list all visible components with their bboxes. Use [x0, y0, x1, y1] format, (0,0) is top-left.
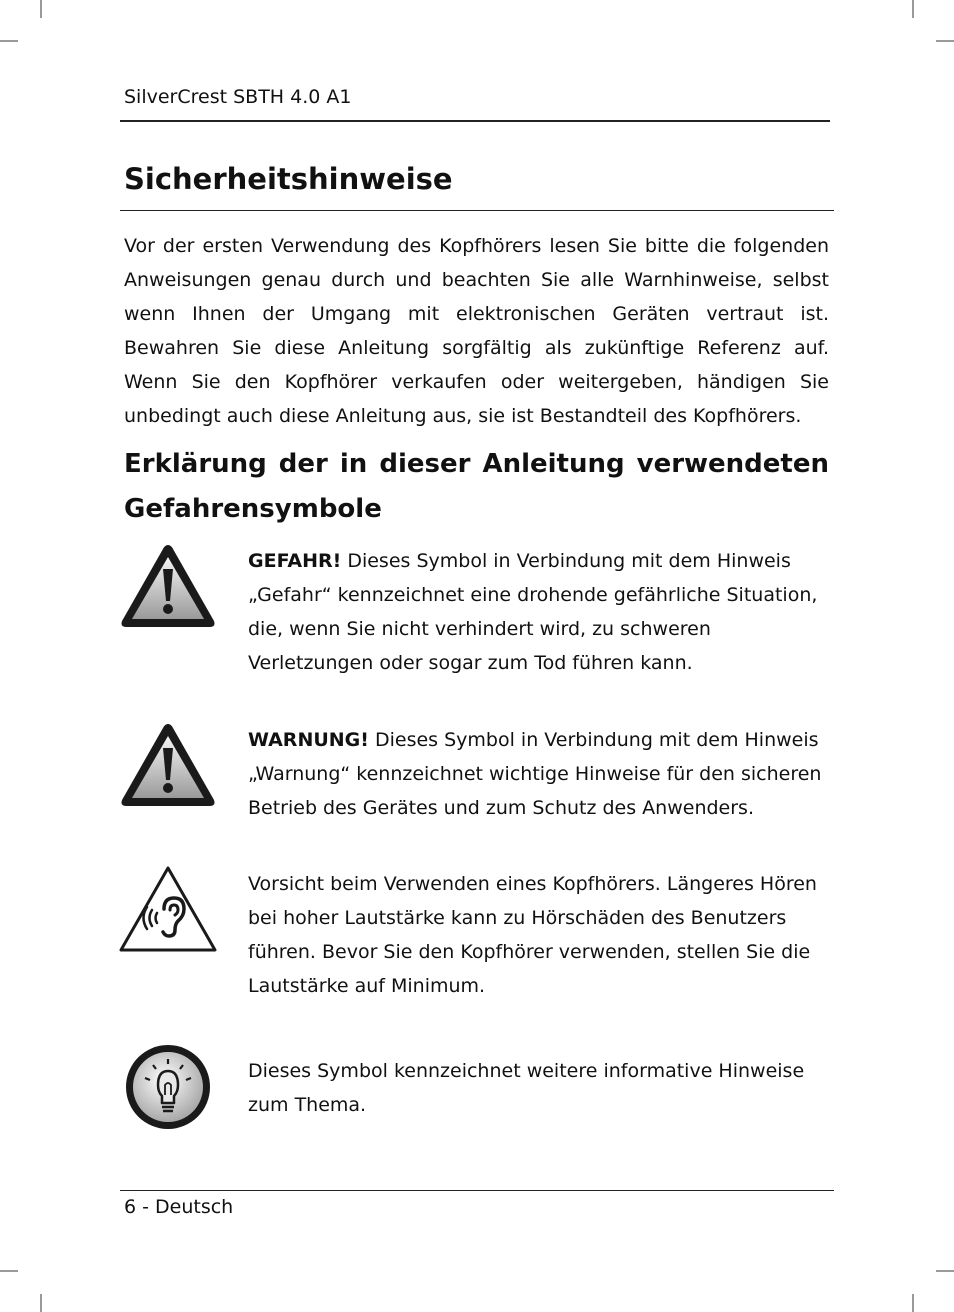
crop-mark [40, 0, 42, 18]
footer-rule [120, 1190, 834, 1191]
crop-mark [936, 40, 954, 42]
page-number: 6 - Deutsch [124, 1196, 234, 1218]
page-title: Sicherheitshinweise [124, 162, 453, 196]
page-header: SilverCrest SBTH 4.0 A1 [124, 86, 352, 108]
title-rule [120, 210, 834, 211]
intro-paragraph: Vor der ersten Verwendung des Kopfhörers lesen Sie bitte die folgenden Anweisungen genau durch und beachten Sie alle Warnhinweise, selbst wenn Ihnen der Umgang mit elektronischen Geräten vertraut ist. Bewahren Sie diese Anleitung sorgfältig als zukünftige Referenz auf. Wenn Sie den Kopfhörer verkaufen oder weitergeben, händigen Sie unbedingt auch diese Anleitung aus, sie ist Bestandteil des Kopfhörers. [124, 235, 829, 427]
hearing-damage-icon [118, 865, 218, 955]
warning-text: Dieses Symbol in Verbindung mit dem Hinweis „Warnung“ kennzeichnet wichtige Hinweise für den sicheren Betrieb des Gerätes und zum Schutz des Anwenders. [248, 729, 822, 819]
danger-triangle-icon [118, 541, 218, 631]
crop-mark [40, 1294, 42, 1312]
info-description: Dieses Symbol kennzeichnet weitere informative Hinweise zum Thema. [248, 1060, 805, 1116]
danger-label: GEFAHR! [248, 550, 342, 572]
warning-triangle-icon [118, 720, 218, 810]
header-rule [120, 120, 830, 122]
crop-mark [0, 40, 18, 42]
warning-label: WARNUNG! [248, 729, 369, 751]
crop-mark [0, 1270, 18, 1272]
danger-description [248, 544, 833, 680]
section-heading: Erklärung der in dieser Anleitung verwendeten Gefahrensymbole [124, 449, 829, 524]
hearing-description: Vorsicht beim Verwenden eines Kopfhörers. Längeres Hören bei hoher Lautstärke kann zu Hörschäden des Benutzers führen. Bevor Sie den Kopfhörer verwenden, stellen Sie die Lautstärke auf Minimum. [248, 873, 817, 997]
crop-mark [936, 1270, 954, 1272]
lightbulb-icon [118, 1043, 218, 1133]
warning-description [248, 723, 833, 825]
crop-mark [912, 1294, 914, 1312]
danger-text: Dieses Symbol in Verbindung mit dem Hinweis „Gefahr“ kennzeichnet eine drohende gefährliche Situation, die, wenn Sie nicht verhindert wird, zu schweren Verletzungen oder sogar zum Tod führen kann. [248, 550, 818, 674]
crop-mark [912, 0, 914, 18]
